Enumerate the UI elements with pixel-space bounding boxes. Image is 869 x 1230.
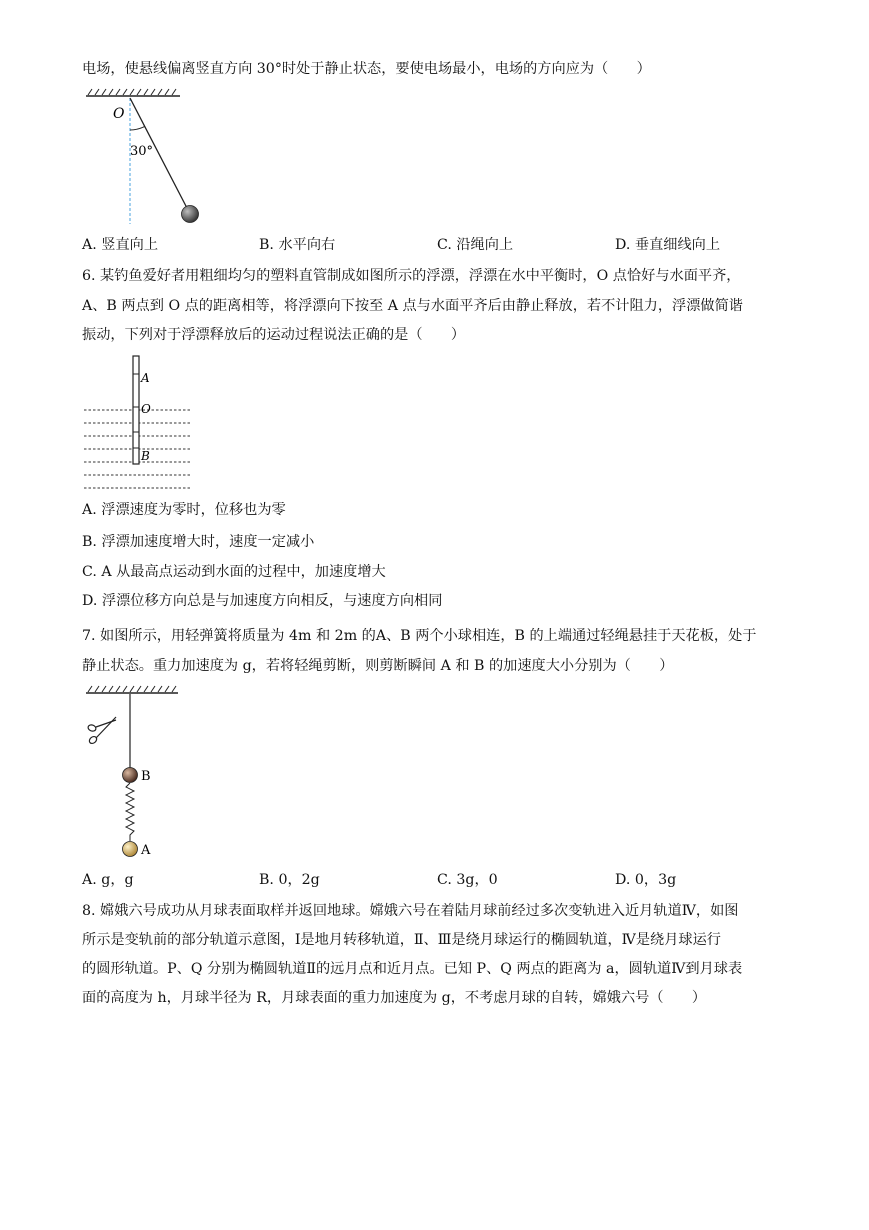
angle-label: 30° bbox=[130, 144, 154, 159]
q7-option-c[interactable]: C. 3g，0 bbox=[437, 872, 498, 888]
ball-b-label: B bbox=[141, 769, 151, 784]
q7-option-a[interactable]: A. g，g bbox=[82, 872, 134, 888]
q7-option-b[interactable]: B. 0，2g bbox=[259, 872, 320, 888]
angle-arc bbox=[130, 126, 145, 130]
q7-stem-line-1: 7. 如图所示，用轻弹簧将质量为 4m 和 2m 的A、B 两个小球相连，B 的上端通过轻绳悬挂于天花板，处于 bbox=[82, 628, 757, 644]
spring bbox=[126, 783, 134, 841]
scissors-icon[interactable] bbox=[87, 717, 116, 745]
q6-option-a[interactable]: A. 浮漂速度为零时，位移也为零 bbox=[82, 502, 286, 518]
ceiling-hatch bbox=[86, 686, 178, 693]
q7-stem-line-2: 静止状态。重力加速度为 g，若将轻绳剪断，则剪断瞬间 A 和 B 的加速度大小分别为（ ） bbox=[82, 658, 674, 674]
spring-figure bbox=[82, 683, 192, 863]
q5-option-b[interactable]: B. 水平向右 bbox=[259, 237, 336, 253]
q8-stem-line-1: 8. 嫦娥六号成功从月球表面取样并返回地球。嫦娥六号在着陆月球前经过多次变轨进入近月轨道Ⅳ，如图 bbox=[82, 903, 739, 919]
q6-stem-line-2: A、B 两点到 O 点的距离相等，将浮漂向下按至 A 点与水面平齐后由静止释放，若不计阻力，浮漂做简谐 bbox=[82, 298, 743, 314]
ceiling-hatch bbox=[86, 89, 180, 96]
float-label-b: B bbox=[141, 449, 150, 463]
q8-stem-line-4: 面的高度为 h，月球半径为 R，月球表面的重力加速度为 g，不考虑月球的自转，嫦娥六号（ ） bbox=[82, 990, 707, 1006]
q6-stem-line-3: 振动，下列对于浮漂释放后的运动过程说法正确的是（ ） bbox=[82, 327, 466, 343]
float-figure bbox=[82, 352, 202, 494]
q8-stem-line-3: 的圆形轨道。P、Q 分别为椭圆轨道Ⅱ的远月点和近月点。已知 P、Q 两点的距离为 a，圆轨道Ⅳ到月球表 bbox=[82, 961, 743, 977]
ball-a-label: A bbox=[141, 843, 151, 858]
q7-option-d[interactable]: D. 0，3g bbox=[615, 872, 677, 888]
float-label-a: A bbox=[141, 371, 150, 385]
q8-stem-line-2: 所示是变轨前的部分轨道示意图，Ⅰ是地月转移轨道，Ⅱ、Ⅲ是绕月球运行的椭圆轨道，Ⅳ是绕月球运行 bbox=[82, 932, 721, 948]
point-o-label: O bbox=[113, 106, 125, 122]
q5-stem: 电场，使悬线偏离竖直方向 30°时处于静止状态，要使电场最小，电场的方向应为（ ） bbox=[82, 61, 651, 77]
q6-stem-line-1: 6. 某钓鱼爱好者用粗细均匀的塑料直管制成如图所示的浮漂，浮漂在水中平衡时，O 点恰好与水面平齐， bbox=[82, 268, 741, 284]
pendulum-ball bbox=[182, 206, 199, 223]
q6-option-d[interactable]: D. 浮漂位移方向总是与加速度方向相反，与速度方向相同 bbox=[82, 593, 443, 609]
q5-option-a[interactable]: A. 竖直向上 bbox=[82, 237, 159, 253]
q6-option-b[interactable]: B. 浮漂加速度增大时，速度一定减小 bbox=[82, 534, 315, 550]
float-label-o: O bbox=[141, 402, 151, 416]
q6-option-c[interactable]: C. A 从最高点运动到水面的过程中，加速度增大 bbox=[82, 564, 386, 580]
q5-option-c[interactable]: C. 沿绳向上 bbox=[437, 237, 514, 253]
q5-option-d[interactable]: D. 垂直细线向上 bbox=[615, 237, 721, 253]
ball-b bbox=[123, 768, 138, 783]
ball-a bbox=[123, 842, 138, 857]
pendulum-figure bbox=[82, 86, 232, 228]
